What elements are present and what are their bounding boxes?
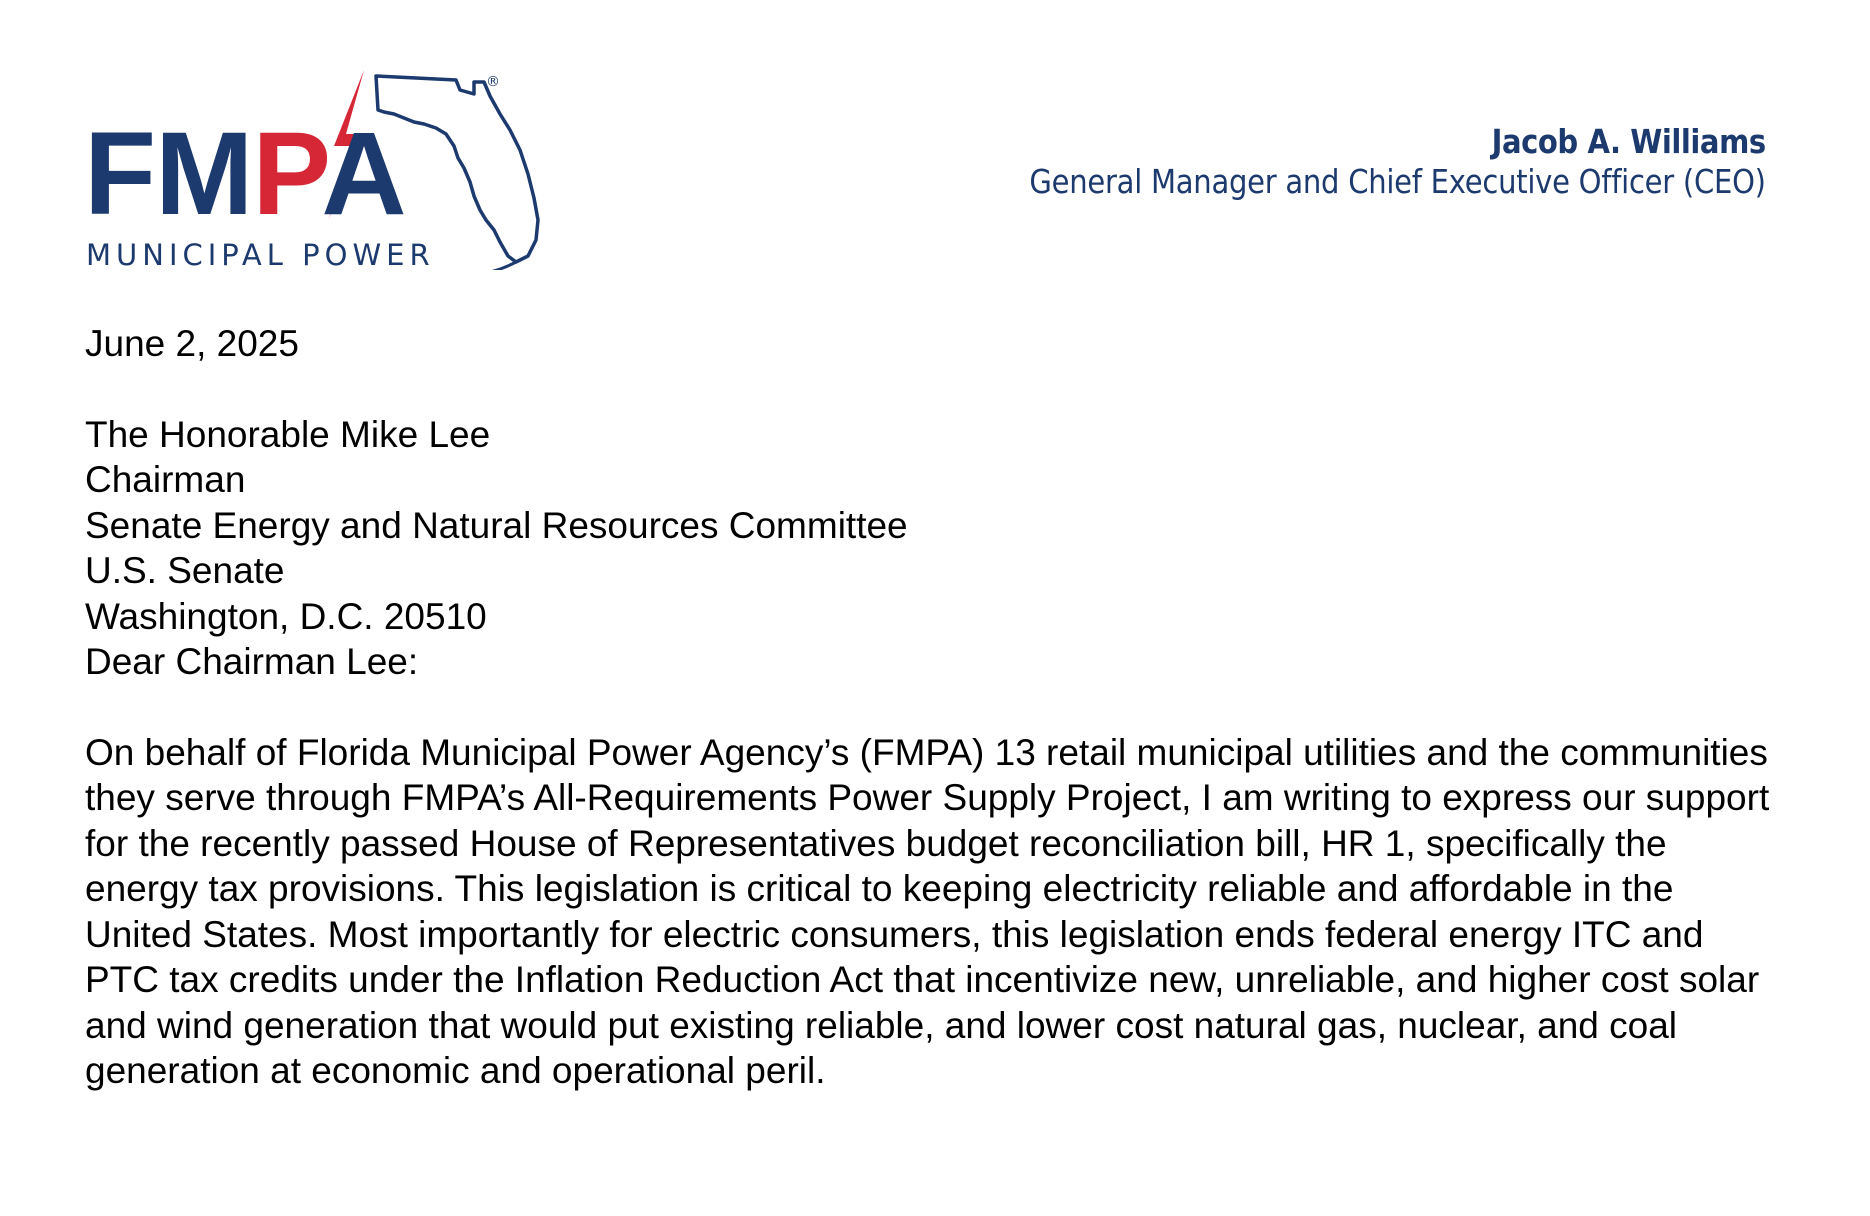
recipient-body: U.S. Senate bbox=[85, 550, 285, 591]
executive-block bbox=[929, 122, 1766, 202]
salutation: Dear Chairman Lee: bbox=[85, 641, 419, 682]
logo-letter-m: M bbox=[155, 108, 253, 240]
recipient-city: Washington, D.C. 20510 bbox=[85, 595, 487, 637]
recipient-committee: Senate Energy and Natural Resources Committee bbox=[85, 504, 908, 546]
logo-letter-p: P bbox=[252, 108, 322, 240]
logo-wordmark bbox=[84, 108, 406, 240]
letter-body bbox=[85, 321, 1785, 1094]
body-paragraph: On behalf of Florida Municipal Power Agency’s (FMPA) 13 retail municipal utilities and the communities they serve through FMPA’s All-Requirements Power Supply Project, I am writing to express our support for the recently passed House of Representatives budget reconciliation bill, HR 1, specifically the energy tax provisions. This legislation is critical to keeping electricity reliable and affordable in the United States. Most importantly for electric consumers, this legislation ends federal energy ITC and PTC tax credits under the Inflation Reduction Act that incentivize new, unreliable, and higher cost solar and wind generation that would put existing reliable, and lower cost natural gas, nuclear, and coal generation at economic and operational peril. bbox=[85, 731, 1770, 1091]
registered-mark: ® bbox=[486, 74, 500, 90]
recipient-position: Chairman bbox=[85, 459, 246, 500]
logo-letter-f: F bbox=[84, 108, 156, 240]
letter-date: June 2, 2025 bbox=[85, 323, 299, 364]
fmpa-logo bbox=[84, 70, 544, 270]
executive-title: General Manager and Chief Executive Officer (CEO) bbox=[1029, 162, 1766, 201]
logo-letter-a: A bbox=[321, 108, 406, 240]
executive-name: Jacob A. Williams bbox=[1491, 122, 1766, 161]
recipient-name: The Honorable Mike Lee bbox=[85, 413, 491, 455]
logo-subtitle: MUNICIPAL POWER bbox=[86, 238, 435, 272]
